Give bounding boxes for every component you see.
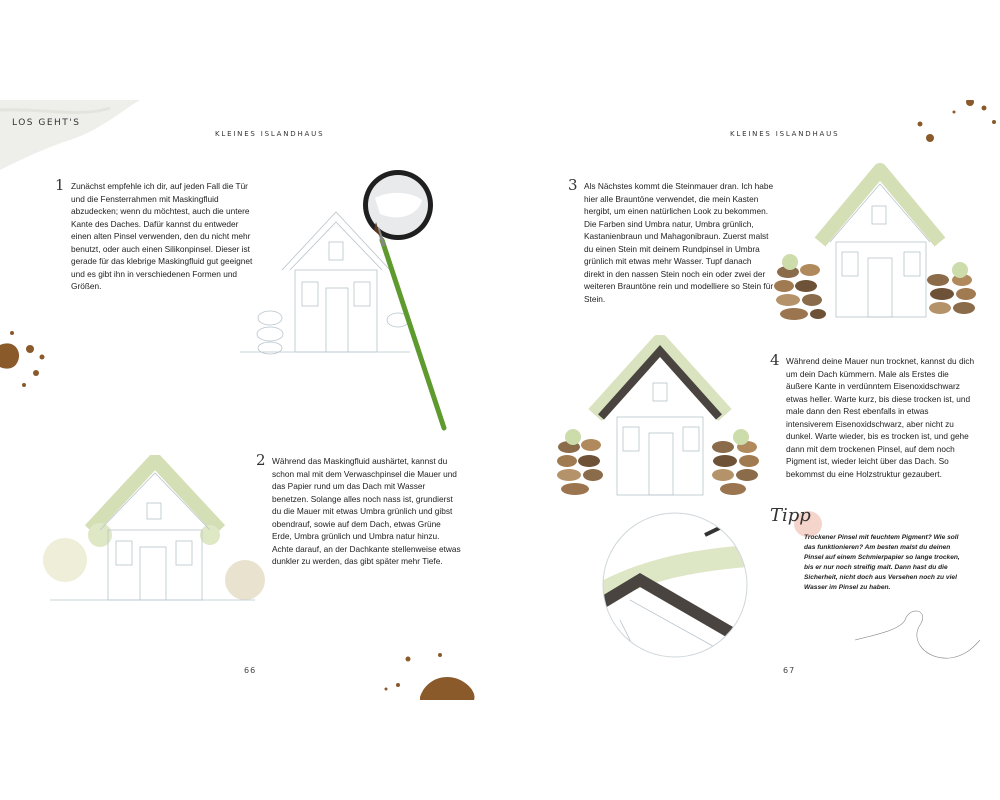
stone-wall-right xyxy=(712,441,759,495)
stone-wall-left xyxy=(557,439,603,495)
tip-text: Trockener Pinsel mit feuchtem Pigment? Wie soll das funktionieren? Am besten malst du deinen Pinsel auf einem Schmierpapier so lange trocken, bis er nur noch streifig malt. Dann hast du die Sicherheit, nicht doch aus Versehen noch zu viel Wasser im Pinsel zu haben. xyxy=(804,534,960,591)
step-text: Als Nächstes kommt die Steinmauer dran. Ich habe hier alle Brauntöne verwendet, die mein Kasten hergibt, um einen natürlichen Look zu bekommen. Die Farben sind Umbra natur, Umbra grünlich, Kastanienbraun und Mahagonibraun. Zuerst malst du einen Stein mit deinem Rundpinsel in Umbra grünlich mit etwas mehr Wasser. Tupf danach direkt in den nassen Stein noch ein oder zwei der weiteren Brauntöne rein und modelliere so Stein für Stein. xyxy=(584,181,774,304)
house-dark-roof-illustration xyxy=(555,335,770,505)
section-label: LOS GEHT'S xyxy=(12,118,81,128)
house-sketch-with-brush-illustration xyxy=(240,170,460,440)
decorative-line-swirl xyxy=(855,600,985,670)
paintbrush-icon xyxy=(374,222,444,428)
paint-splash-top-right xyxy=(910,100,1000,150)
water-cup-icon xyxy=(363,170,433,240)
page-number: 66 xyxy=(244,666,257,675)
step-number: 2 xyxy=(256,451,266,469)
stone-wall-right xyxy=(927,274,976,314)
page-number: 67 xyxy=(783,666,796,675)
book-spread xyxy=(0,100,1000,700)
house-green-wash-illustration xyxy=(40,455,265,615)
right-page xyxy=(500,100,1000,700)
step-3 xyxy=(568,176,774,305)
watercolor-wash-corner xyxy=(0,100,140,170)
house-stone-wall-illustration xyxy=(770,162,985,327)
step-number: 3 xyxy=(568,176,578,194)
paint-splash-left xyxy=(0,325,60,405)
step-number: 4 xyxy=(770,351,780,369)
step-number: 1 xyxy=(55,176,65,194)
running-head: KLEINES ISLANDHAUS xyxy=(730,130,840,138)
step-2 xyxy=(256,451,462,568)
step-1 xyxy=(55,176,256,293)
step-text: Zunächst empfehle ich dir, auf jeden Fall die Tür und die Fensterrahmen mit Maskingfluid abzudecken; wenn du möchtest, auch die untere Kante des Daches. Dafür kannst du entweder einen alten Pinsel verwenden, den du nicht mehr benutzt, oder auch einen Silikonpinsel. Dieser ist gerade für das klebrige Maskingfluid gut geeignet und es gibt ihn in verschiedenen Formen und Größen. xyxy=(71,181,253,291)
running-head: KLEINES ISLANDHAUS xyxy=(215,130,325,138)
roof-detail-closeup-illustration xyxy=(600,510,750,660)
paint-splash-bottom xyxy=(380,645,480,700)
step-text: Während das Maskingfluid aushärtet, kannst du schon mal mit dem Verwaschpinsel die Mauer und das Papier rund um das Dach mit Wasser benetzen. Solange alles noch nass ist, grundierst du die Mauer mit etwas Umbra grünlich und gibst obendrauf, sowie auf dem Dach, etwas Grüne Erde, Umbra grünlich und Umbra natur hinzu. Achte darauf, an der Dachkante stellenweise etwas dunkler zu werden, das gibt später mehr Tiefe. xyxy=(272,456,461,566)
stone-wall-left xyxy=(774,264,826,320)
step-text: Während deine Mauer nun trocknet, kannst du dich um dein Dach kümmern. Male als Erstes die äußere Kante in verdünntem Eisenoxidschwarz etwas heller. Warte kurz, bis diese trocken ist, und male dann den Rest ebenfalls in etwas intensiverem Eisenoxidschwarz, aber nicht zu dunkel. Warte wieder, bis es trocken ist, und gehe dann mit dem trockenen Pinsel, auf dem noch Pigment ist, wieder leicht über das Dach. So bekommst du eine Holzstruktur gezaubert. xyxy=(786,356,975,479)
left-page xyxy=(0,100,500,700)
step-4 xyxy=(770,351,976,480)
tip-title: Tipp xyxy=(770,505,811,526)
